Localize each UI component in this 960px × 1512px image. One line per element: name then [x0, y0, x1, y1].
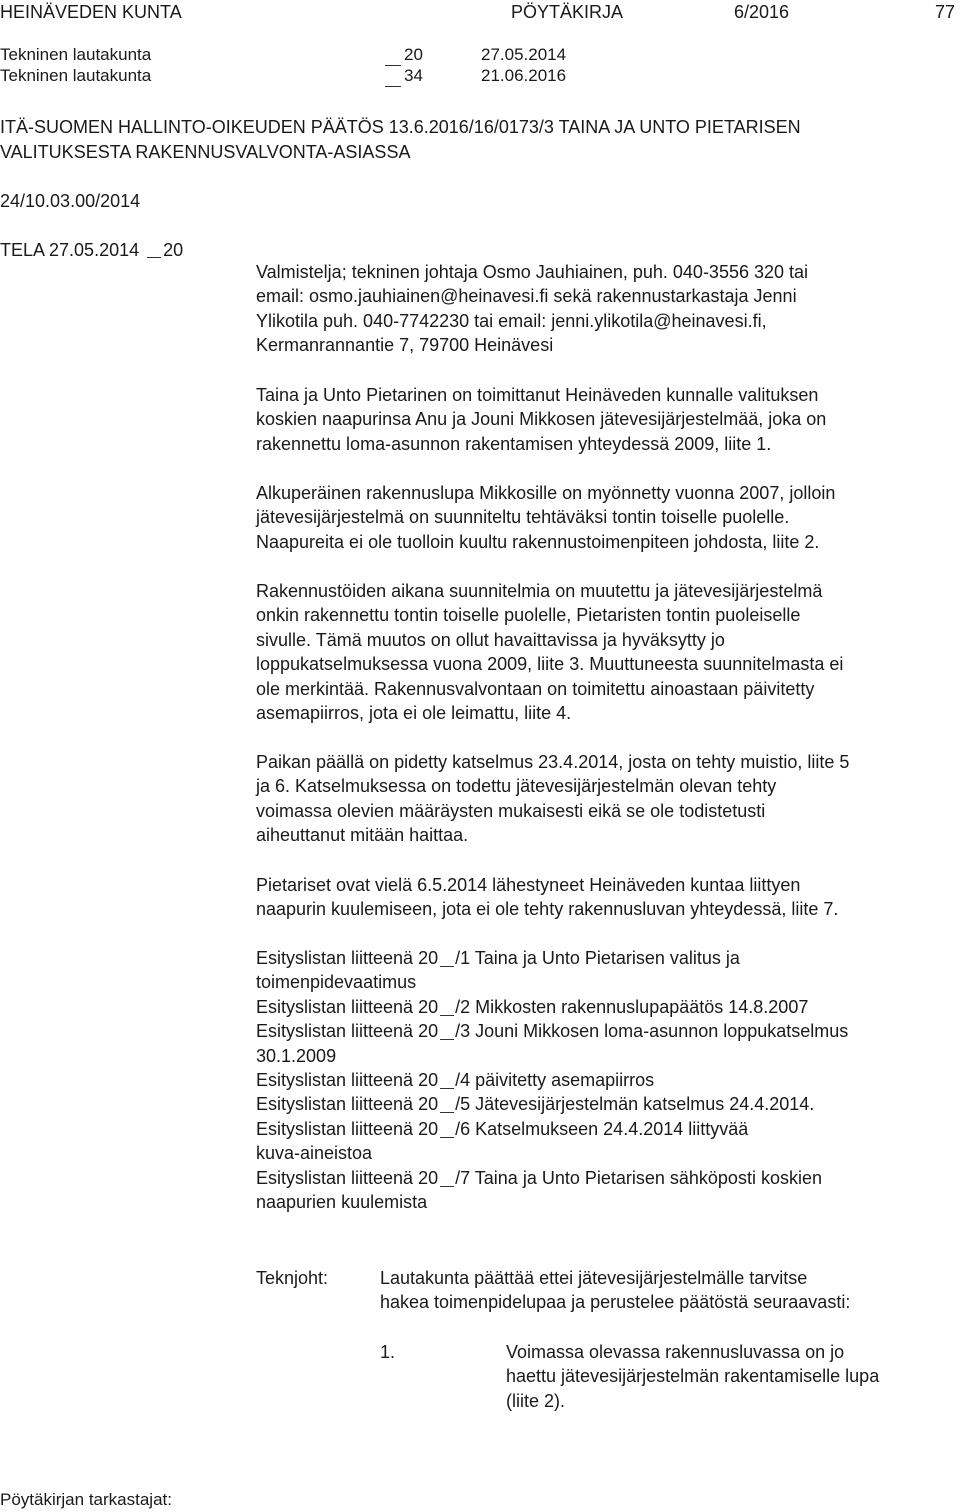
attachment-item [256, 1117, 956, 1141]
page-number: 77 [935, 2, 956, 22]
attachment-prefix: Esityslistan liitteenä 20 [256, 948, 439, 968]
text-line: asemapiirros, jota ei ole leimattu, liite 4. [256, 703, 572, 724]
paragraph [256, 873, 956, 922]
attachment-item-continuation [256, 1190, 956, 1214]
document-number: 6/2016 [734, 2, 790, 22]
paragraph [256, 481, 956, 554]
text-line: Kermanrannantie 7, 79700 Heinävesi [256, 335, 554, 356]
section-mark-box [440, 1095, 454, 1113]
section-mark-box [385, 47, 401, 66]
reviewers-label: Pöytäkirjan tarkastajat: [0, 1490, 172, 1509]
attachment-prefix: Esityslistan liitteenä 20 [256, 1094, 439, 1115]
text-line: rakennettu loma-asunnon rakentamisen yhteydessä 2009, liite 1. [256, 433, 772, 454]
meeting-section: 20 [404, 45, 423, 64]
text-line: hakea toimenpidelupaa ja perustelee päätöstä seuraavasti: [380, 1292, 851, 1313]
attachment-list [256, 946, 956, 1214]
text-line: Naapureita ei ole tuolloin kuultu rakennustoimenpiteen johdosta, liite 2. [256, 531, 820, 552]
text-line: ole merkintää. Rakennusvalvontaan on toimitettu ainoastaan päivitetty [256, 678, 815, 699]
attachment-item [256, 1166, 956, 1190]
text-line: email: osmo.jauhiainen@heinavesi.fi sekä rakennustarkastaja Jenni [256, 286, 797, 307]
municipality-name: HEINÄVEDEN KUNTA [0, 2, 182, 22]
attachment-item [256, 1092, 956, 1116]
meeting-body: Tekninen lautakunta [0, 66, 152, 85]
attachment-description: /2 Mikkosten rakennuslupapäätös 14.8.2007 [455, 996, 809, 1017]
text-line: Paikan päällä on pidetty katselmus 23.4.2014, josta on tehty muistio, liite 5 [256, 752, 850, 772]
section-mark-box [440, 949, 454, 967]
section-mark-box [440, 998, 454, 1016]
attachment-item [256, 946, 956, 970]
reference-number: 24/10.03.00/2014 [0, 191, 141, 211]
text-line: naapurin kuulemiseen, jota ei ole tehty rakennusluvan yhteydessä, liite 7. [256, 899, 839, 920]
text-line: Rakennustöiden aikana suunnitelmia on muutettu ja jätevesijärjestelmä [256, 581, 823, 601]
paragraph [256, 750, 956, 848]
text-line: ja 6. Katselmuksessa on todettu jätevesijärjestelmän olevan tehty [256, 776, 777, 797]
attachment-description: kuva-aineistoa [256, 1143, 373, 1164]
attachment-description: 30.1.2009 [256, 1045, 337, 1066]
text-line: Valmistelja; tekninen johtaja Osmo Jauhiainen, puh. 040-3556 320 tai [256, 262, 809, 282]
text-line: haettu jätevesijärjestelmän rakentamiselle lupa [506, 1366, 880, 1387]
attachment-item-continuation [256, 1141, 956, 1165]
proposal-item-number: 1. [380, 1342, 396, 1362]
attachment-prefix: Esityslistan liitteenä 20 [256, 1118, 439, 1139]
text-line: jätevesijärjestelmä on suunniteltu tehtäväksi tontin toiselle puolelle. [256, 507, 790, 528]
text-line: Alkuperäinen rakennuslupa Mikkosille on myönnetty vuonna 2007, jolloin [256, 483, 836, 503]
attachment-description: /4 päivitetty asemapiirros [455, 1070, 655, 1091]
text-line: Voimassa olevassa rakennusluvassa on jo [506, 1342, 845, 1362]
attachment-description: /5 Jätevesijärjestelmän katselmus 24.4.2014. [455, 1094, 815, 1115]
section-mark-box [147, 240, 161, 258]
title-line: VALITUKSESTA RAKENNUSVALVONTA-ASIASSA [0, 142, 411, 162]
text-line: voimassa olevien määräysten mukaisesti eikä se ole todistetusti [256, 800, 766, 821]
meeting-date: 27.05.2014 [481, 45, 567, 64]
text-line: Ylikotila puh. 040-7742230 tai email: jenni.ylikotila@heinavesi.fi, [256, 310, 767, 331]
section-mark-box [440, 1071, 454, 1089]
text-line: Lautakunta päättää ettei jätevesijärjestelmälle tarvitse [380, 1268, 808, 1288]
attachment-item-continuation [256, 970, 956, 994]
tela-section: 20 [163, 240, 184, 260]
attachment-item [256, 995, 956, 1019]
attachment-description: /1 Taina ja Unto Pietarisen valitus ja [455, 948, 740, 968]
proposal-label: Teknjoht: [256, 1268, 329, 1288]
proposal-text [380, 1266, 950, 1315]
attachment-item [256, 1019, 956, 1043]
attachment-item-continuation [256, 1044, 956, 1068]
attachment-description: toimenpidevaatimus [256, 972, 417, 993]
text-line: (liite 2). [506, 1390, 566, 1411]
paragraph [256, 383, 956, 456]
text-line: koskien naapurinsa Anu ja Jouni Mikkosen jätevesijärjestelmää, joka on [256, 409, 827, 430]
meeting-body: Tekninen lautakunta [0, 45, 152, 64]
attachment-description: /7 Taina ja Unto Pietarisen sähköposti koskien [455, 1167, 822, 1188]
tela-prefix: TELA 27.05.2014 [0, 240, 140, 260]
section-mark-box [440, 1022, 454, 1040]
meeting-section: 34 [404, 66, 423, 85]
section-mark-box [440, 1169, 454, 1187]
attachment-prefix: Esityslistan liitteenä 20 [256, 1021, 439, 1042]
attachment-description: /3 Jouni Mikkosen loma-asunnon loppukatselmus [455, 1021, 849, 1042]
text-line: aiheuttanut mitään haittaa. [256, 825, 469, 846]
attachment-item [256, 1068, 956, 1092]
text-line: Taina ja Unto Pietarinen on toimittanut Heinäveden kunnalle valituksen [256, 385, 819, 405]
text-line: onkin rakennettu tontin toiselle puolelle, Pietaristen tontin puoleiselle [256, 605, 801, 626]
tela-reference [0, 238, 183, 262]
attachment-prefix: Esityslistan liitteenä 20 [256, 1070, 439, 1091]
preparer-info [256, 260, 956, 358]
text-line: Pietariset ovat vielä 6.5.2014 lähestyneet Heinäveden kuntaa liittyen [256, 875, 801, 895]
text-line: loppukatselmuksessa vuona 2009, liite 3. Muuttuneesta suunnitelmasta ei [256, 654, 844, 675]
section-mark-box [440, 1120, 454, 1138]
section-mark-box [385, 68, 401, 87]
attachment-prefix: Esityslistan liitteenä 20 [256, 996, 439, 1017]
paragraph [256, 579, 956, 725]
meeting-date: 21.06.2016 [481, 66, 567, 85]
attachment-description: /6 Katselmukseen 24.4.2014 liittyvää [455, 1118, 749, 1139]
title-line: ITÄ-SUOMEN HALLINTO-OIKEUDEN PÄÄTÖS 13.6.2016/16/0173/3 TAINA JA UNTO PIETARISEN [0, 117, 801, 137]
attachment-description: naapurien kuulemista [256, 1192, 428, 1213]
attachment-prefix: Esityslistan liitteenä 20 [256, 1167, 439, 1188]
document-type: PÖYTÄKIRJA [511, 2, 624, 22]
text-line: sivulle. Tämä muutos on ollut havaittavissa ja hyväksytty jo [256, 629, 725, 650]
proposal-item-text [506, 1340, 956, 1413]
